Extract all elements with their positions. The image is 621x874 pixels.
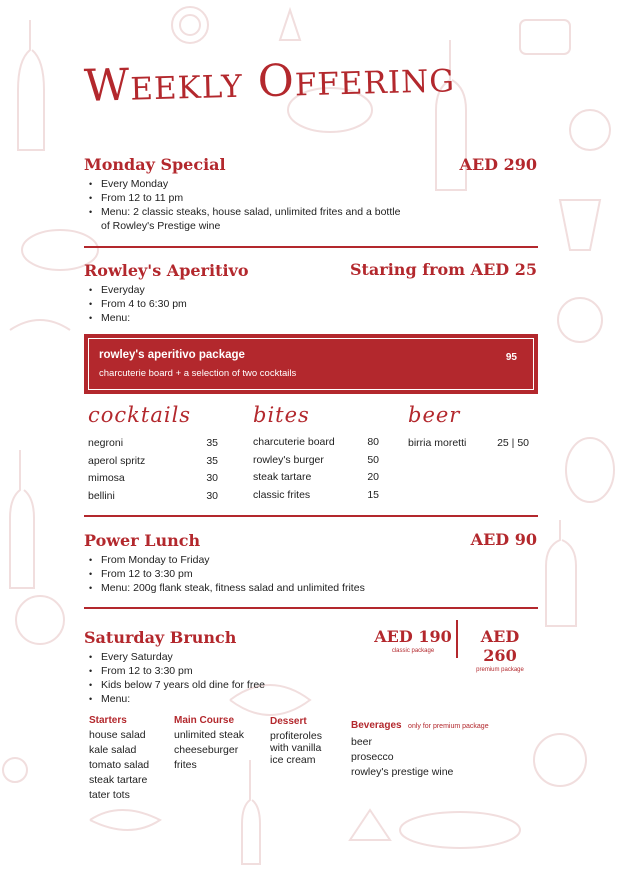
premium-package-price: AED 260 [480,627,520,665]
menu-item [253,436,379,454]
package-name: rowley's aperitivo package [99,349,245,361]
beverages-heading: Beverages [351,720,402,731]
main-course-list [174,728,244,773]
saturday-brunch-details [84,650,265,706]
divider [84,246,538,248]
list-item: frites [174,759,197,771]
package-description: charcuterie board + a selection of two cocktails [99,368,297,379]
list-item-continued [84,219,400,233]
item-name: steak tartare [253,471,312,483]
menu-item [253,471,379,489]
list-item: profiteroles [270,730,322,742]
bites-heading: bites [253,403,310,427]
package-price: 95 [505,352,517,363]
list-item: tater tots [89,789,130,801]
list-item: prosecco [351,751,394,763]
price-divider [456,620,458,658]
item-name: rowley's burger [253,453,324,466]
power-lunch-price: AED 90 [470,530,537,549]
menu-item [88,437,218,455]
list-item: • Menu: 2 classic steaks, house salad, unlimited frites and a bottle [84,205,400,219]
starters-column [89,715,149,803]
list-item: kale salad [89,744,137,756]
beer-heading: beer [408,403,461,427]
menu-item [408,437,529,455]
menu-item [253,454,379,472]
menu-item [88,455,218,473]
list-item: • Everyday [84,283,187,297]
aperitivo-details [84,283,187,325]
saturday-brunch-title: Saturday Brunch [84,628,237,647]
list-item: • Every Monday [84,177,400,191]
item-name: bellini [88,489,115,502]
item-price: 35 [206,437,218,449]
aperitivo-title: Rowley's Aperitivo [84,261,249,280]
beverages-heading-row [351,715,489,733]
item-price: 25 | 50 [497,437,529,449]
item-price: 50 [367,453,379,466]
starters-heading: Starters [89,715,127,726]
classic-package-price-block [374,627,452,654]
item-name: negroni [88,437,124,449]
list-item: • From 4 to 6:30 pm [84,297,187,311]
list-item-text: of Rowley's Prestige wine [101,220,221,232]
item-name: aperol spritz [88,454,146,467]
dessert-column [270,716,322,766]
item-price: 30 [206,489,218,502]
dessert-list [270,730,322,766]
divider [84,515,538,517]
list-item: • From 12 to 11 pm [84,191,400,205]
list-item: beer [351,736,373,748]
beverages-list [351,735,489,780]
list-item: house salad [89,729,146,741]
list-item: ice cream [270,754,316,766]
item-price: 80 [367,436,379,448]
item-name: charcuterie board [253,436,335,448]
cocktails-list [88,437,218,507]
bites-list [253,436,379,506]
main-course-heading: Main Course [174,715,235,726]
menu-item [253,489,379,507]
list-item: • Menu: [84,311,187,325]
menu-item [88,472,218,490]
classic-package-label: classic package [391,648,435,654]
menu-item [88,490,218,508]
list-item: with vanilla [270,742,322,754]
premium-package-label: premium package [476,667,524,673]
power-lunch-details [84,553,365,595]
page-title: Weekly Offering [83,51,456,112]
power-lunch-title: Power Lunch [84,531,201,550]
beverages-column [351,715,489,780]
item-price: 20 [367,471,379,483]
starters-list [89,728,149,803]
item-price: 15 [367,488,379,501]
aperitivo-package-box [84,334,538,394]
list-item: rowley's prestige wine [351,766,454,778]
divider [84,607,538,609]
monday-special-title: Monday Special [84,155,226,174]
classic-package-price: AED 190 [374,627,452,646]
item-name: classic frites [253,488,311,501]
list-item: unlimited steak [174,729,245,741]
list-item: steak tartare [89,774,148,786]
monday-special-price: AED 290 [459,155,537,174]
dessert-heading: Dessert [270,716,307,727]
list-item: • Menu: [84,692,265,706]
item-price: 30 [206,472,218,484]
item-price: 35 [206,454,218,467]
cocktails-heading: cocktails [88,403,192,427]
premium-package-price-block [462,627,538,673]
list-item: cheeseburger [174,744,239,756]
item-name: mimosa [88,472,125,484]
item-name: birria moretti [408,437,467,449]
beer-list [408,437,529,455]
list-item: • From 12 to 3:30 pm [84,664,265,678]
list-item: tomato salad [89,759,150,771]
monday-special-details [84,177,400,233]
list-item: • Kids below 7 years old dine for free [84,678,265,692]
list-item: • From 12 to 3:30 pm [84,567,365,581]
list-item: • Every Saturday [84,650,265,664]
beverages-note: only for premium package [408,723,489,730]
package-frame [88,338,534,390]
list-item: • Menu: 200g flank steak, fitness salad and unlimited frites [84,581,365,595]
main-course-column [174,715,244,773]
aperitivo-price: Staring from AED 25 [349,260,537,279]
list-item: • From Monday to Friday [84,553,365,567]
